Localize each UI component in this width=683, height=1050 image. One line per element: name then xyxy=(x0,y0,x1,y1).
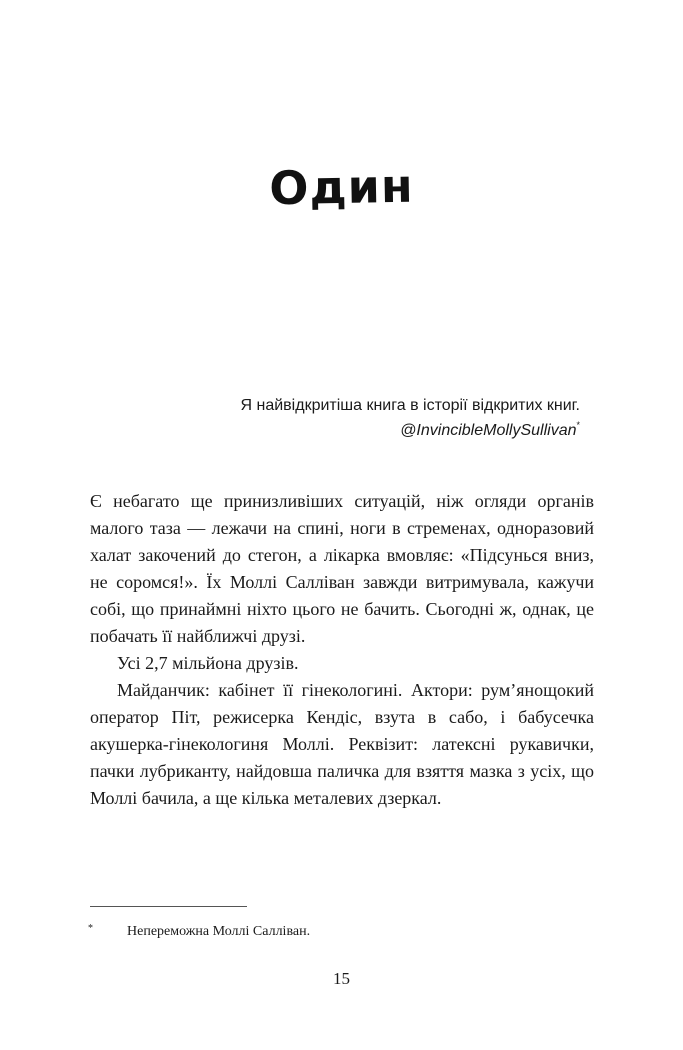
footnote xyxy=(88,920,310,941)
epigraph-source xyxy=(241,418,581,443)
footnote-reference-mark: * xyxy=(576,420,580,430)
footnote-divider xyxy=(90,906,247,907)
page-number: 15 xyxy=(333,969,350,988)
body-paragraph-2: Усі 2,7 мільйона друзів. xyxy=(117,653,299,673)
chapter-title: Один xyxy=(268,158,415,216)
body-paragraph-3: Майданчик: кабінет її гінекологині. Актори: рум’янощокий оператор Піт, режисерка Кендіс, взута в сабо, і бабусечка акушерка-гінекологиня Моллі. Реквізит: латексні рукавички, пачки лубриканту, найдовша паличка для взяття мазка з усіх, що Моллі бачила, а ще кілька металевих дзеркал. xyxy=(90,680,594,808)
epigraph xyxy=(241,393,581,443)
body-paragraph-1: Є небагато ще принизливіших ситуацій, ніж огляди органів малого таза — лежачи на спині, ноги в стременах, одноразовий халат закочений до стегон, а лікарка вмовляє: «Підсунься вниз, не соромся!». Їх Моллі Салліван завжди витримувала, кажучи собі, що принаймні ніхто цього не бачить. Сьогодні ж, однак, це побачать її найближчі друзі. xyxy=(90,491,594,646)
epigraph-source-handle: @InvincibleMollySullivan xyxy=(400,422,577,439)
epigraph-quote: Я найвідкритіша книга в історії відкритих книг. xyxy=(240,397,580,414)
chapter-body xyxy=(90,488,594,812)
footnote-text: Непереможна Моллі Салліван. xyxy=(127,924,311,939)
footnote-mark: * xyxy=(88,923,93,934)
